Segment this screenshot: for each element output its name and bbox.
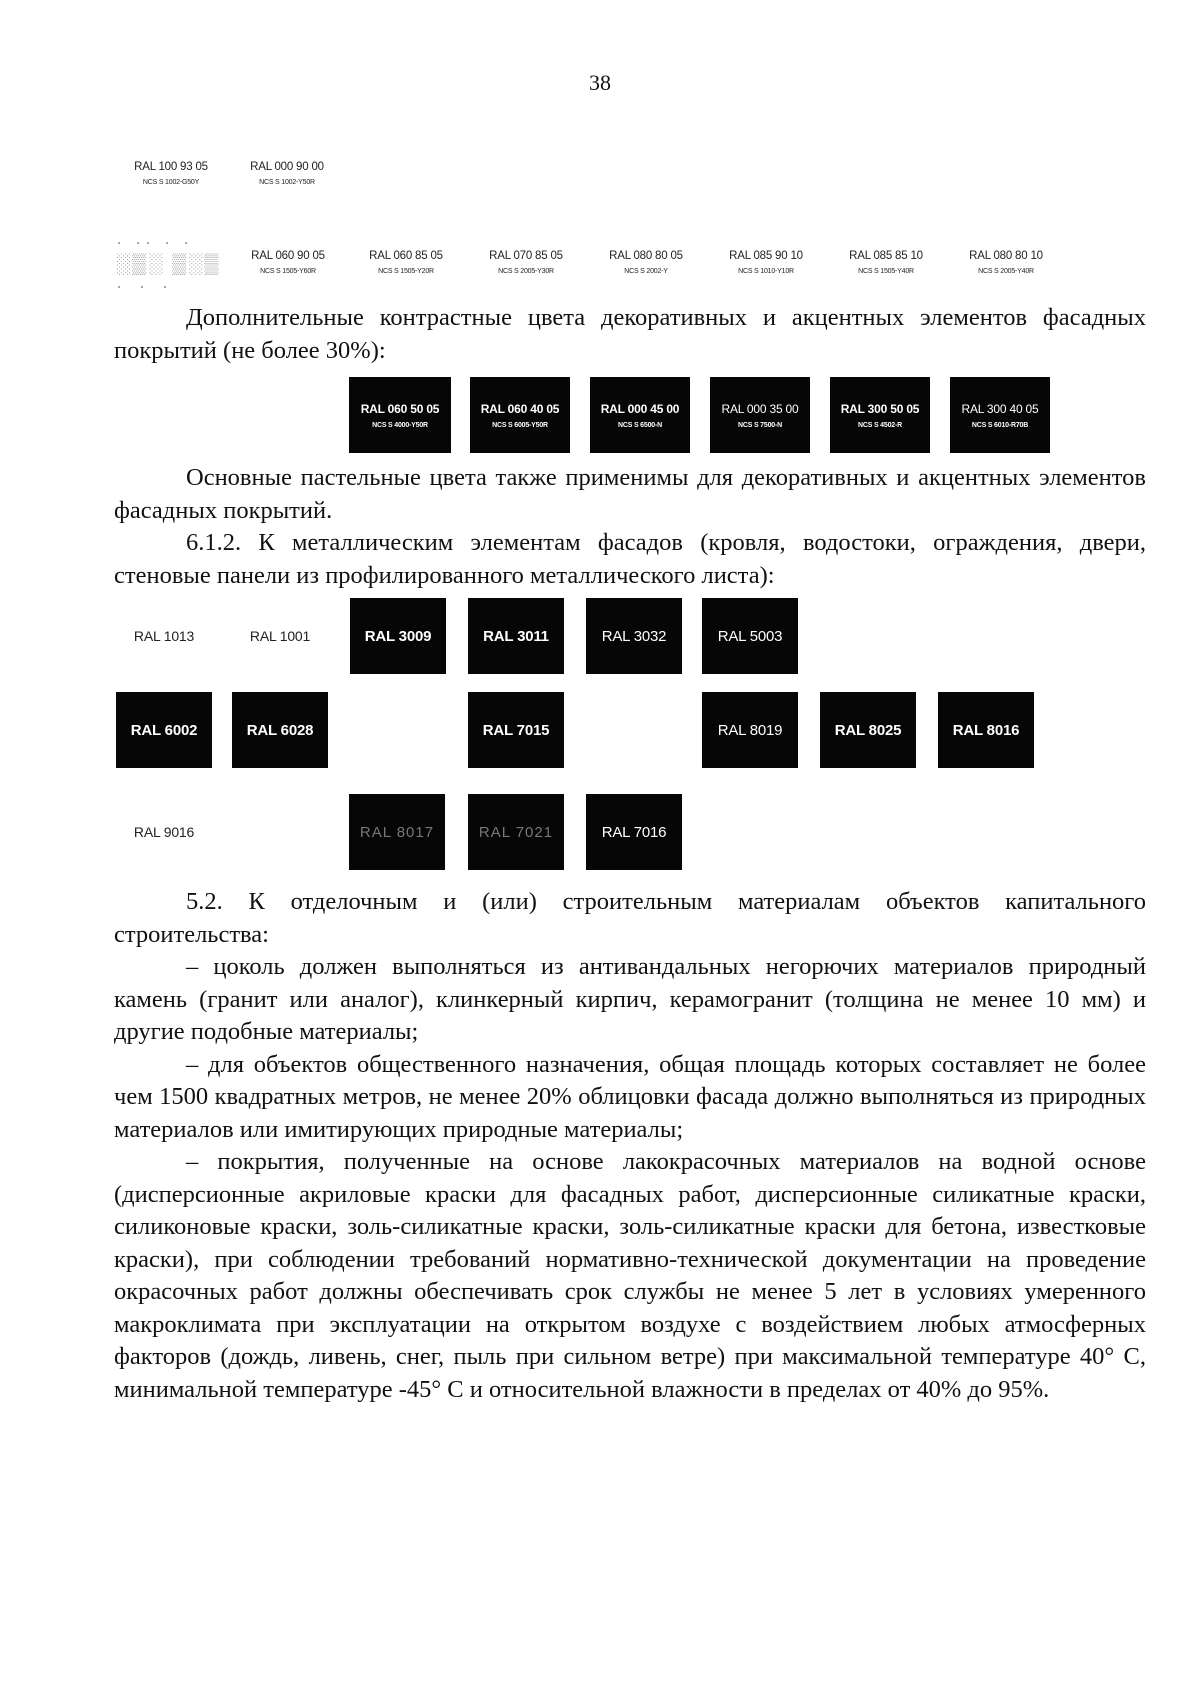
pastel-swatch — [470, 236, 582, 288]
materials-section — [114, 886, 1146, 1406]
metal-swatch — [938, 692, 1034, 768]
ncs-code: NCS S 4502-R — [858, 421, 902, 429]
accent-colors-paragraph: Дополнительные контрастные цвета декоративных и акцентных элементов фасадных покрытий (не более 30%): — [114, 304, 1146, 364]
ral-code: RAL 8019 — [717, 721, 783, 739]
ral-code: RAL 9016 — [133, 824, 195, 840]
pastel-swatch — [710, 236, 822, 288]
pastel-swatch — [232, 148, 342, 198]
metal-swatch — [116, 692, 212, 768]
ncs-code: NCS S 4000-Y50R — [372, 421, 428, 429]
metal-swatch — [350, 598, 446, 674]
ncs-code: NCS S 2005-Y40R — [978, 267, 1034, 275]
ral-code: RAL 085 90 10 — [729, 249, 803, 262]
ral-code: RAL 3032 — [601, 627, 667, 645]
ral-code: RAL 8017 — [359, 823, 435, 841]
metal-swatch — [586, 598, 682, 674]
ncs-code: NCS S 6005-Y50R — [492, 421, 548, 429]
ral-code: RAL 6002 — [130, 721, 198, 739]
ral-code: RAL 080 80 05 — [609, 249, 683, 262]
ral-code: RAL 060 50 05 — [360, 401, 440, 416]
ncs-code: NCS S 2005-Y30R — [498, 267, 554, 275]
metal-swatch — [820, 692, 916, 768]
ral-code: RAL 060 90 05 — [251, 249, 325, 262]
ncs-code: NCS S 1505-Y40R — [858, 267, 914, 275]
pastel-swatch — [232, 236, 344, 288]
ral-code: RAL 060 40 05 — [480, 401, 560, 416]
ncs-code: NCS S 2002-Y — [624, 267, 668, 275]
ncs-code: NCS S 6500-N — [618, 421, 662, 429]
materials-intro: 5.2. К отделочным и (или) строительным материалам объектов капитального строительства: — [114, 888, 1146, 948]
ral-code: RAL 000 45 00 — [600, 401, 680, 416]
metal-swatch — [349, 794, 445, 870]
blurred-swatch-mark: · ·· · · ░▒░ ▒░▒ · · · — [116, 232, 221, 296]
metal-swatch — [468, 692, 564, 768]
metal-swatch — [702, 692, 798, 768]
pastel-swatch — [950, 236, 1062, 288]
metal-swatch — [232, 692, 328, 768]
ral-code: RAL 300 50 05 — [840, 401, 920, 416]
bullet-public-buildings: – для объектов общественного назначения, общая площадь которых составляет не более чем 1500 квадратных метров, не менее 20% облицовки фасада должно выполняться из природных материалов или имитирующих природные материалы; — [114, 1050, 1146, 1143]
ral-code: RAL 7015 — [482, 721, 550, 739]
pastel-swatch — [350, 236, 462, 288]
ral-code: RAL 1013 — [133, 628, 195, 644]
pastel-swatch — [590, 236, 702, 288]
ral-code: RAL 5003 — [717, 627, 783, 645]
ral-code: RAL 1001 — [249, 628, 311, 644]
accent-swatch — [470, 377, 570, 453]
accent-swatch — [349, 377, 451, 453]
ncs-code: NCS S 1505-Y20R — [378, 267, 434, 275]
bullet-coatings: – покрытия, полученные на основе лакокрасочных материалов на водной основе (дисперсионные акриловые краски для фасадных работ, дисперсионные силикатные краски, силиконовые краски, золь-силикатные краски, золь-силикатные краски для бетона, известковые краски), при соблюдении требований нормативно-технической документации на проведение окрасочных работ должны обеспечивать срок службы не менее 5 лет в условиях умеренного макроклимата при эксплуатации на открытом воздухе с воздействием любых атмосферных факторов (дождь, ливень, снег, пыль при сильном ветре) при максимальной температуре 40° С, минимальной температуре -45° С и относительной влажности в пределах от 40% до 95%. — [114, 1148, 1146, 1403]
ral-code: RAL 085 85 10 — [849, 249, 923, 262]
ral-code: RAL 8016 — [952, 721, 1020, 739]
ral-code: RAL 3009 — [364, 627, 432, 645]
ral-code: RAL 300 40 05 — [961, 401, 1039, 416]
ral-code: RAL 080 80 10 — [969, 249, 1043, 262]
ncs-code: NCS S 1002-Y50R — [259, 178, 315, 186]
metal-swatch — [586, 794, 682, 870]
pastel-swatch — [116, 148, 226, 198]
ral-code: RAL 000 90 00 — [250, 160, 324, 173]
ncs-code: NCS S 1002-G50Y — [142, 178, 200, 186]
ral-code: RAL 6028 — [246, 721, 314, 739]
ral-code: RAL 7021 — [478, 823, 554, 841]
metal-swatch — [116, 598, 212, 674]
ncs-code: NCS S 7500-N — [738, 421, 782, 429]
ncs-code: NCS S 1505-Y60R — [260, 267, 316, 275]
metal-swatch — [702, 598, 798, 674]
accent-swatch — [710, 377, 810, 453]
accent-swatch — [830, 377, 930, 453]
pastel-note-paragraph: Основные пастельные цвета также применимы для декоративных и акцентных элементов фасадных покрытий. — [114, 464, 1146, 524]
ncs-code: NCS S 6010-R70B — [971, 421, 1029, 429]
accent-swatch — [590, 377, 690, 453]
page-number: 38 — [589, 70, 611, 95]
metal-swatch — [232, 598, 328, 674]
ral-code: RAL 100 93 05 — [134, 160, 208, 173]
ncs-code: NCS S 1010-Y10R — [738, 267, 794, 275]
ral-code: RAL 000 35 00 — [721, 401, 799, 416]
bullet-plinth: – цоколь должен выполняться из антивандальных негорючих материалов природный камень (гранит или аналог), клинкерный кирпич, керамогранит (толщина не менее 10 мм) и другие подобные материалы; — [114, 953, 1146, 1045]
metal-swatch — [468, 794, 564, 870]
ral-code: RAL 3011 — [483, 627, 549, 645]
metal-swatch — [116, 794, 212, 870]
metal-swatch — [468, 598, 564, 674]
pastel-swatch — [830, 236, 942, 288]
ral-code: RAL 7016 — [601, 823, 667, 841]
metal-elements-paragraph: 6.1.2. К металлическим элементам фасадов (кровля, водостоки, ограждения, двери, стеновые панели из профилированного металлического листа): — [114, 529, 1146, 589]
ral-code: RAL 070 85 05 — [489, 249, 563, 262]
accent-swatch — [950, 377, 1050, 453]
ral-code: RAL 060 85 05 — [369, 249, 443, 262]
ral-code: RAL 8025 — [834, 721, 902, 739]
